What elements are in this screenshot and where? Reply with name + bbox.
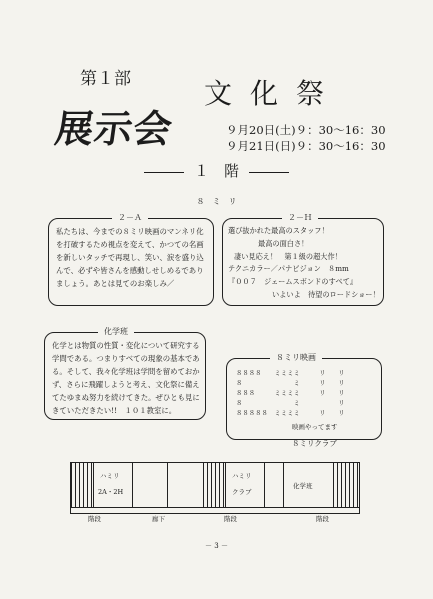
stair-right <box>333 463 359 507</box>
art-line: ８ ミ リ <box>236 399 345 407</box>
club-box-2h-title: ２－Ｈ <box>282 212 318 223</box>
room-label: ハミリ <box>232 472 252 480</box>
room <box>167 463 204 507</box>
room <box>263 463 284 507</box>
room-8mm-club <box>225 463 265 507</box>
exhibition-heading: 展示会 <box>52 106 176 151</box>
film-club-label: ８ミリクラブ <box>292 439 337 448</box>
corridor-line <box>71 507 359 508</box>
chem-box-title: 化学班 <box>98 326 134 337</box>
schedule-day-2: ９月21日(日)９：30〜16：30 <box>226 139 386 153</box>
chem-box-body: 化学とは物質の性質・変化について研究する学問である。つまりすべての現象の基本である。そして、我々化学班は学問を留めておかず、さらに飛躍しようと考え、文化祭に備えてたゆまぬ努力を続けてきた。ぜひとも見にきていただきたい!! １０１教室に。 <box>52 341 200 415</box>
room-label: ハミリ <box>100 472 120 480</box>
stairs-label: 階段 <box>224 515 237 523</box>
film-showing: 映画やってます <box>292 423 338 431</box>
line: 『００７ ジェームスボンドのすべて』 <box>228 277 358 287</box>
line: 最高の面白さ！ <box>258 238 309 248</box>
club-box-2a-title: ２－Ａ <box>112 212 148 223</box>
art-line: ８８８ ミミミミ リ リ <box>236 389 345 397</box>
floor-label: １ 階 <box>193 162 239 180</box>
room-label: クラブ <box>232 488 252 496</box>
stair-left <box>71 463 93 507</box>
club-box-2a-body: 私たちは、今までの８ミリ映画のマンネリ化を打破するため視点を変えて、かつての名画を新しいタッチで再現し、笑い、涙を盛り込んで、必ずや皆さんを感動しせしめるでありましょう。あとは見てのお楽しみ／ <box>56 227 204 288</box>
floor-heading <box>0 160 433 181</box>
stairs-label: 階段 <box>88 515 101 523</box>
page-number: － 3 － <box>205 542 228 550</box>
corridor-label: 廊下 <box>152 515 165 523</box>
schedule-day-1: ９月20日(土)９：30〜16：30 <box>226 123 386 137</box>
film-box-art <box>236 368 345 418</box>
floor-plan <box>70 462 360 514</box>
art-line: ８８８８ ミミミミ リ リ <box>236 369 345 377</box>
room-8mm-2a2h <box>93 463 133 507</box>
art-line: ８８８８８ ミミミミ リ リ <box>236 409 345 417</box>
room-label: 化学班 <box>293 482 313 490</box>
line: 選び抜かれた最高のスタッフ！ <box>228 226 329 235</box>
line: 凄い見応え！ 第１級の超大作！ <box>234 251 342 261</box>
room-chem <box>283 463 334 507</box>
line: いよいよ 待望のロードショー！ <box>272 289 380 299</box>
film-box-title: ８ミリ映画 <box>270 352 322 363</box>
room-label: 2A・2H <box>98 488 124 496</box>
floor-rule-left <box>144 172 184 173</box>
stair-middle <box>203 463 225 507</box>
floor-rule-right <box>249 172 289 173</box>
room <box>131 463 168 507</box>
art-line: ８ ミ リ リ <box>236 379 345 387</box>
eight-mm-heading: ８ ミ リ <box>196 197 237 206</box>
line: テクニカラー／パナビジョン ８mm <box>228 264 349 274</box>
club-box-2h-body <box>228 225 380 302</box>
stairs-label: 階段 <box>316 515 329 523</box>
part-label: 第１部 <box>80 69 131 89</box>
page-title: 文化祭 <box>204 77 343 110</box>
